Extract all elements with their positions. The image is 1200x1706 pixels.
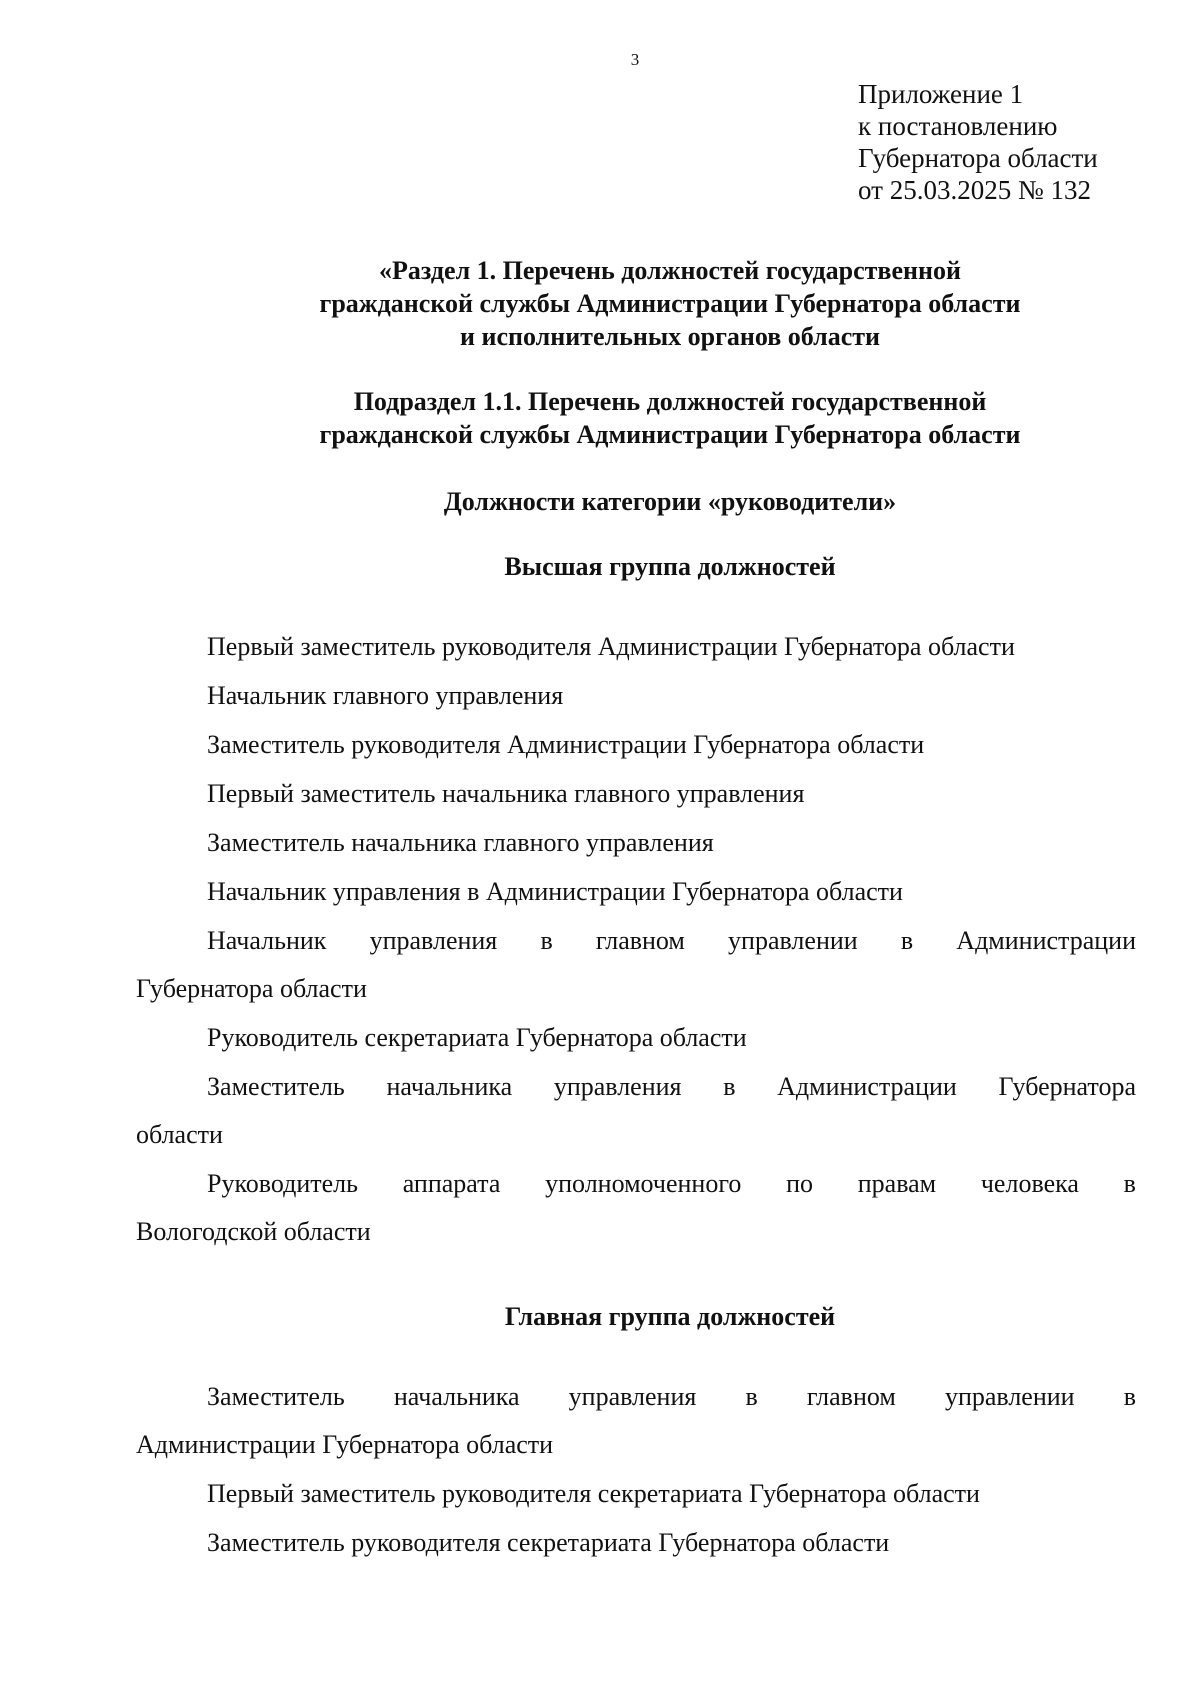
category-heading: Должности категории «руководители» bbox=[443, 487, 897, 516]
word: в bbox=[1123, 1169, 1136, 1198]
section-title-line: и исполнительных органов области bbox=[460, 322, 880, 351]
group-highest-heading: Высшая группа должностей bbox=[504, 552, 836, 581]
word: главном bbox=[806, 1382, 896, 1411]
word: правам bbox=[857, 1169, 937, 1198]
subsection-title bbox=[0, 385, 1200, 451]
appendix-line: к постановлению bbox=[858, 111, 1058, 141]
position-item: Начальник главного управления bbox=[207, 681, 564, 710]
word: в bbox=[540, 926, 553, 955]
position-item: Первый заместитель руководителя Администрации Губернатора области bbox=[207, 632, 1015, 661]
word: управления bbox=[369, 926, 498, 955]
position-item-continuation: области bbox=[136, 1120, 223, 1149]
word: в bbox=[745, 1382, 758, 1411]
subsection-title-line: Подраздел 1.1. Перечень должностей государственной bbox=[353, 387, 987, 416]
section-title bbox=[0, 254, 1200, 353]
position-item: Начальник управления в Администрации Губернатора области bbox=[207, 877, 903, 906]
word: Губернатора bbox=[998, 1072, 1136, 1101]
position-item: Первый заместитель руководителя секретариата Губернатора области bbox=[207, 1479, 980, 1508]
word: в bbox=[1123, 1382, 1136, 1411]
word: Начальник bbox=[207, 926, 327, 955]
page-number: 3 bbox=[630, 50, 640, 69]
word: человека bbox=[980, 1169, 1079, 1198]
word: Заместитель bbox=[207, 1382, 345, 1411]
word: аппарата bbox=[402, 1169, 501, 1198]
word: в bbox=[900, 926, 914, 955]
word: управлении bbox=[944, 1382, 1075, 1411]
position-item-continuation: Вологодской области bbox=[136, 1217, 371, 1246]
appendix-line: Губернатора области bbox=[858, 143, 1098, 173]
appendix-line: от 25.03.2025 № 132 bbox=[858, 175, 1091, 205]
word: Руководитель bbox=[207, 1169, 358, 1198]
word: по bbox=[786, 1169, 813, 1198]
position-item bbox=[207, 1169, 1136, 1199]
word: в bbox=[723, 1072, 736, 1101]
word: уполномоченного bbox=[545, 1169, 742, 1198]
word: начальника bbox=[393, 1382, 520, 1411]
word: управлении bbox=[728, 926, 858, 955]
position-item-continuation: Администрации Губернатора области bbox=[136, 1430, 554, 1459]
section-title-line: гражданской службы Администрации Губернатора области bbox=[319, 289, 1021, 318]
word: главном bbox=[595, 926, 685, 955]
position-item: Первый заместитель начальника главного управления bbox=[207, 779, 805, 808]
word: начальника bbox=[386, 1072, 513, 1101]
section-title-line: «Раздел 1. Перечень должностей государственной bbox=[379, 256, 961, 285]
position-item: Руководитель секретариата Губернатора области bbox=[207, 1023, 747, 1052]
position-item bbox=[207, 1382, 1136, 1412]
position-item bbox=[207, 1072, 1136, 1102]
word: Администрации bbox=[777, 1072, 957, 1101]
word: Заместитель bbox=[207, 1072, 345, 1101]
position-item: Заместитель руководителя секретариата Губернатора области bbox=[207, 1528, 890, 1557]
word: управления bbox=[553, 1072, 682, 1101]
word: управления bbox=[568, 1382, 697, 1411]
group-main-heading: Главная группа должностей bbox=[504, 1302, 836, 1331]
word: Администрации bbox=[956, 926, 1136, 955]
appendix-line: Приложение 1 bbox=[858, 79, 1024, 109]
appendix-reference bbox=[858, 78, 1098, 206]
position-item bbox=[207, 926, 1136, 956]
position-item: Заместитель руководителя Администрации Губернатора области bbox=[207, 730, 925, 759]
position-item: Заместитель начальника главного управления bbox=[207, 828, 714, 857]
subsection-title-line: гражданской службы Администрации Губернатора области bbox=[319, 420, 1021, 449]
position-item-continuation: Губернатора области bbox=[136, 974, 367, 1003]
